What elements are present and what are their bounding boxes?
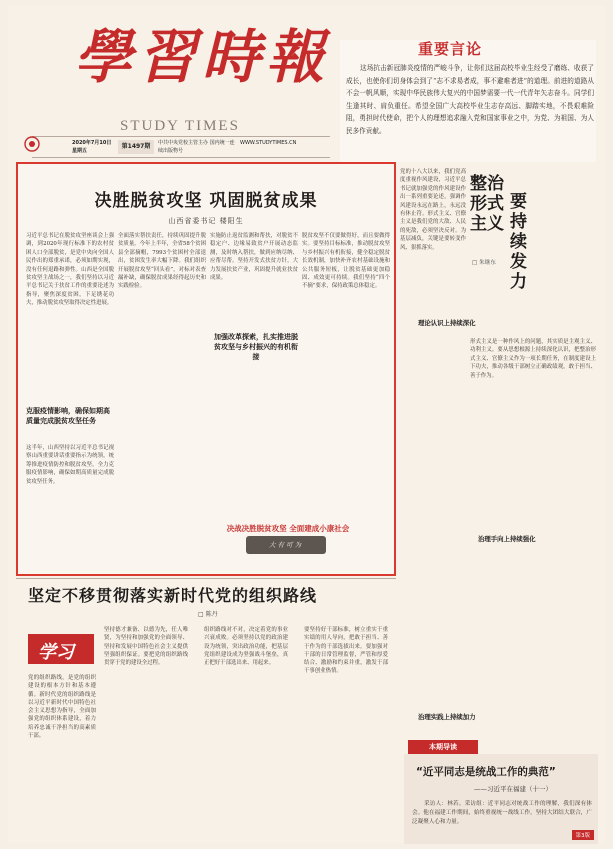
formalism-subheading-system: 治理手向上持续强化 bbox=[478, 535, 536, 543]
important-remarks-body: 这场抗击新冠肺炎疫情的严峻斗争，让你们这届高校毕业生经受了磨练、收获了成长，也使你们切身体会到了“志不求易者成，事不避难者进”的道理。前进的道路从不会一帆风顺，实现中华民族伟大复兴的中国梦需要一代一代青年矢志奋斗。同学们生逢其时、肩负重任。希望全国广大高校毕业生志存高远、脚踏实地，不畏艰难险阻，勇担时代使命，把个人的理想追求融入党和国家事业之中，为党、为祖国、为人民多作贡献。 bbox=[346, 64, 594, 135]
feature-column-2-text: 全面落实帮扶责任，持续巩固提升脱贫质量。今年上半年，全省58个贫困县全部摘帽，7993个贫困村全部退出，贫困发生率大幅下降。我们组织开展脱贫攻坚“回头看”，对标对表查漏补缺，确保脱贫成果经得起历史和实践检验。 bbox=[118, 233, 206, 290]
study-column-logo-text: 学习 bbox=[38, 642, 74, 663]
masthead-info-bar bbox=[32, 136, 330, 158]
feature-headline: 决胜脱贫攻坚 巩固脱贫成果 bbox=[94, 191, 318, 211]
organization-column-1 bbox=[28, 674, 96, 842]
feature-column-1-text: 习近平总书记在脱贫攻坚座谈会上强调，到2020年现行标准下的农村贫困人口全部脱贫，是党中央向全国人民作出的郑重承诺，必须如期实现，没有任何退路和弹性。山西是全国脱贫攻坚主战场之一，我们坚持以习近平总书记关于扶贫工作的重要论述为指导，聚焦深度贫困，下足绣花功夫，推动脱贫攻坚取得决定性进展。 bbox=[26, 233, 114, 307]
feature-column-1b-text: 这半年，山西坚持以习近平总书记视察山西重要讲话重要指示为统领，统筹推进疫情防控和脱贫攻坚，全力克服疫情影响，确保如期高质量完成脱贫攻坚任务。 bbox=[26, 445, 114, 485]
guide-tag: 本期导读 bbox=[408, 740, 478, 754]
organization-column-2 bbox=[104, 626, 188, 842]
guide-subtitle: ——习近平在福建（十一） bbox=[474, 785, 552, 793]
publisher-line: 中共中央党校主管主办 国内统一连续出版物号 bbox=[158, 140, 235, 154]
study-column-logo bbox=[28, 628, 94, 670]
organization-line-headline: 坚定不移贯彻落实新时代党的组织路线 bbox=[28, 586, 318, 605]
formalism-subheading-practice: 治理实践上持续加力 bbox=[418, 713, 476, 721]
issue-number: 第1497期 bbox=[118, 140, 154, 154]
masthead bbox=[18, 14, 336, 159]
feature-column-4 bbox=[302, 232, 390, 512]
feature-column-1b bbox=[26, 444, 114, 564]
feature-column-2 bbox=[118, 232, 206, 562]
organization-column-3 bbox=[204, 626, 288, 842]
feature-column-3 bbox=[210, 232, 298, 322]
feature-column-3-text: 实施防止返贫监测和帮扶，对脱贫不稳定户、边缘易致贫户开展动态监测，及时纳入帮扶，做到应纳尽纳、应帮尽帮。坚持开发式扶贫方针，大力发展扶贫产业，巩固提升就业扶贫成果。 bbox=[210, 233, 298, 282]
feature-subheading-1: 克服疫情影响，确保如期高质量完成脱贫攻坚任务 bbox=[26, 407, 110, 425]
formalism-article-column-c bbox=[470, 338, 596, 538]
formalism-headline-line-1: 整治形式主义 bbox=[470, 174, 504, 234]
guide-title[interactable]: “近平同志是统战工作的典范” bbox=[416, 766, 556, 778]
guide-box[interactable] bbox=[404, 754, 598, 844]
feature-subheading-2: 加强改革探索，扎实推进脱贫攻坚与乡村振兴的有机衔接 bbox=[214, 333, 298, 361]
organization-column-4-text: 要坚持好干部标准，树立重实干重实绩的用人导向，把敢于担当、善于作为的干部选拔出来。要加强对干部的日常管理监督，严管和厚爱结合、激励和约束并重，激发干部干事创业热情。 bbox=[304, 627, 388, 675]
campaign-slogan: 决战决胜脱贫攻坚 全面建成小康社会 bbox=[226, 524, 350, 533]
masthead-title: 學習時報 bbox=[74, 23, 331, 91]
organization-column-3-text: 组织路线对不对，决定着党的事业兴衰成败。必须坚持以党的政治建设为统领，突出政治功能，把基层党组织建设成为坚强战斗堡垒，真正把好干部选出来、用起来。 bbox=[204, 627, 288, 667]
party-school-logo-icon bbox=[20, 135, 44, 153]
guide-page-badge[interactable]: 第3版 bbox=[572, 830, 595, 840]
formalism-headline-line-2: 要持续发力 bbox=[510, 192, 527, 292]
section-divider bbox=[16, 578, 396, 579]
issue-date: 2020年7月10日 星期五 bbox=[72, 140, 112, 154]
important-remarks-box bbox=[340, 40, 596, 162]
organization-line-author: □ 陈丹 bbox=[198, 611, 218, 618]
formalism-subheading-theory: 理论认识上持续深化 bbox=[418, 319, 476, 327]
formalism-article-text-a: 党的十八大以来，我们党高度重视作风建设，习近平总书记就加强党的作风建设作出一系列重要论述，强调作风建设永远在路上，永远没有休止符。形式主义、官僚主义是我们党的大敌、人民的死敌，必须坚决反对。为基层减负，关键是要转变作风、狠抓落实。 bbox=[400, 169, 466, 251]
website-url[interactable]: WWW.STUDYTIMES.CN bbox=[240, 140, 297, 146]
promise-seal: 大有可为 bbox=[246, 536, 326, 554]
feature-article bbox=[16, 162, 396, 576]
newspaper-page bbox=[8, 6, 605, 843]
formalism-article-text-c: 形式主义是一种作风上的问题，其实质是主观主义、功利主义。要从思想根源上持续深化认识，把整治形式主义、官僚主义作为一项长期任务，在制度建设上下功夫，推动各级干部树立正确政绩观，敢于担当、善于作为。 bbox=[470, 339, 596, 379]
organization-column-2-text: 坚持德才兼备、以德为先，任人唯贤，为坚持和加强党的全面领导、坚持和发展中国特色社会主义提供坚强组织保证。要把党的组织路线贯穿于党的建设全过程。 bbox=[104, 627, 188, 667]
feature-byline: 山西省委书记 楼阳生 bbox=[168, 217, 244, 225]
masthead-english: STUDY TIMES bbox=[120, 118, 240, 134]
organization-column-1-text: 党的组织路线，是党的组织建设的根本方针和基本遵循。新时代党的组织路线是以习近平新时代中国特色社会主义思想为指导，全面加强党的组织体系建设，着力培养忠诚干净担当的高素质干部。 bbox=[28, 675, 96, 740]
feature-column-4-text: 脱贫攻坚不仅要做得好，而且要做得实。要坚持目标标准，推动脱贫攻坚与乡村振兴有机衔接，健全稳定脱贫长效机制，加快补齐农村基础设施和公共服务短板，让脱贫基础更加稳固、成效更可持续。我们坚持“四个不摘”要求，保持政策总体稳定。 bbox=[302, 233, 390, 290]
guide-body: 采访人：林若。采访组：近平同志对统战工作的理解，我们深有体会。他在福建工作期间，始终重视统一战线工作，坚持大团结大联合，广泛凝聚人心和力量。 bbox=[412, 801, 592, 826]
formalism-article-column-a bbox=[400, 168, 466, 488]
organization-column-4 bbox=[304, 626, 388, 842]
important-remarks-heading: 重要言论 bbox=[418, 40, 483, 58]
formalism-author: □ 朱继东 bbox=[472, 260, 496, 266]
